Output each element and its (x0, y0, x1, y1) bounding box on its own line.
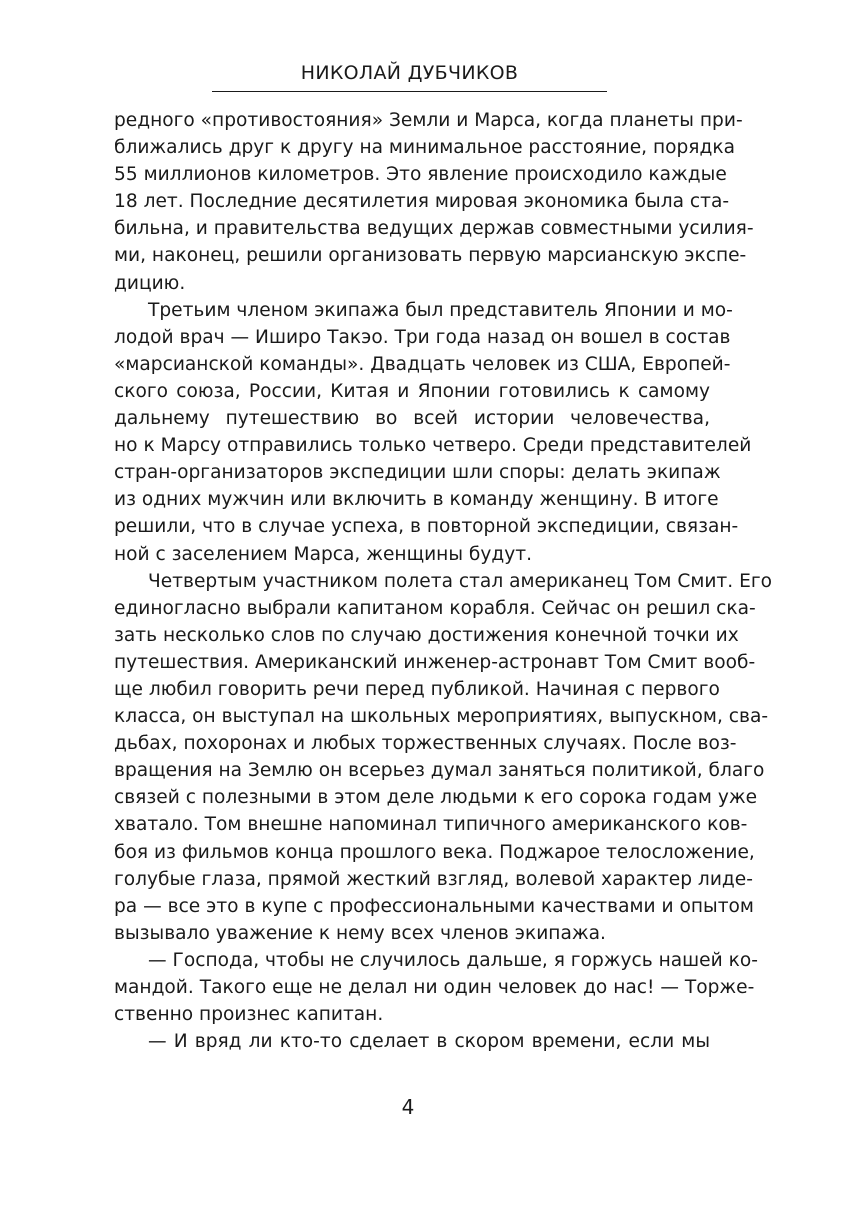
text-line: ра — все это в купе с профессиональными качествами и опытом (114, 895, 754, 917)
running-title: НИКОЛАЙ ДУБЧИКОВ (300, 62, 519, 84)
text-line: Четвертым участником полета стал американец Том Смит. Его (148, 570, 772, 592)
text-line: 55 миллионов километров. Это явление происходило каждые (114, 164, 727, 186)
text-line: дальнему путешествию во всей истории человечества, (114, 408, 710, 430)
text-line: но к Марсу отправились только четверо. Среди представителей (114, 435, 752, 457)
text-line: мандой. Такого еще не делал ни один человек до нас! — Торже- (114, 977, 755, 998)
page-body (114, 107, 772, 1055)
text-line: из одних мужчин или включить в команду женщину. В итоге (114, 489, 719, 511)
text-line: стран-организаторов экспедиции шли споры: делать экипаж (114, 462, 721, 484)
text-line: класса, он выступал на школьных мероприятиях, выпускном, сва- (114, 706, 769, 728)
text-line: решили, что в случае успеха, в повторной экспедиции, связан- (114, 516, 739, 538)
text-line: ближались друг к другу на минимальное расстояние, порядка (114, 137, 735, 159)
text-line: путешествия. Американский инженер-астронавт Том Смит вооб- (114, 651, 756, 673)
text-line: единогласно выбрали капитаном корабля. Сейчас он решил ска- (114, 597, 756, 619)
text-line: боя из фильмов конца прошлого века. Поджарое телосложение, (114, 841, 755, 863)
text-line: ще любил говорить речи перед публикой. Начиная с первого (114, 678, 720, 700)
text-line: хватало. Том внешне напоминал типичного американского ков- (114, 814, 748, 836)
text-line: дьбах, похоронах и любых торжественных случаях. После воз- (114, 733, 737, 755)
text-line: связей с полезными в этом деле людьми к его сорока годам уже (114, 787, 758, 809)
text-line: — Господа, чтобы не случилось дальше, я горжусь нашей ко- (148, 949, 758, 971)
text-line: бильна, и правительства ведущих держав совместными усилия- (114, 218, 754, 240)
text-line: дицию. (114, 272, 186, 294)
text-line: вращения на Землю он всерьез думал заняться политикой, благо (114, 760, 765, 782)
text-line: ми, наконец, решили организовать первую марсианскую экспе- (114, 245, 747, 267)
text-line: лодой врач — Иширо Такэо. Три года назад он вошел в состав (114, 326, 731, 348)
text-line: ственно произнес капитан. (114, 1004, 384, 1026)
text-line: — И вряд ли кто-то сделает в скором времени, если мы (148, 1031, 710, 1053)
text-line: голубые глаза, прямой жесткий взгляд, волевой характер лиде- (114, 868, 753, 890)
text-line: «марсианской команды». Двадцать человек из США, Европей- (114, 353, 731, 375)
text-line: 18 лет. Последние десятилетия мировая экономика была ста- (114, 191, 730, 213)
text-line: редного «противостояния» Земли и Марса, когда планеты при- (114, 110, 743, 131)
text-line: ского союза, России, Китая и Японии готовились к самому (114, 380, 710, 402)
page-number: 4 (401, 1095, 415, 1119)
text-line: вызывало уважение к нему всех членов экипажа. (114, 922, 606, 944)
text-line: Третьим членом экипажа был представитель Японии и мо- (148, 299, 733, 321)
text-line: зать несколько слов по случаю достижения конечной точки их (114, 624, 739, 646)
text-line: ной с заселением Марса, женщины будут. (114, 543, 532, 565)
header-rule (212, 91, 607, 92)
